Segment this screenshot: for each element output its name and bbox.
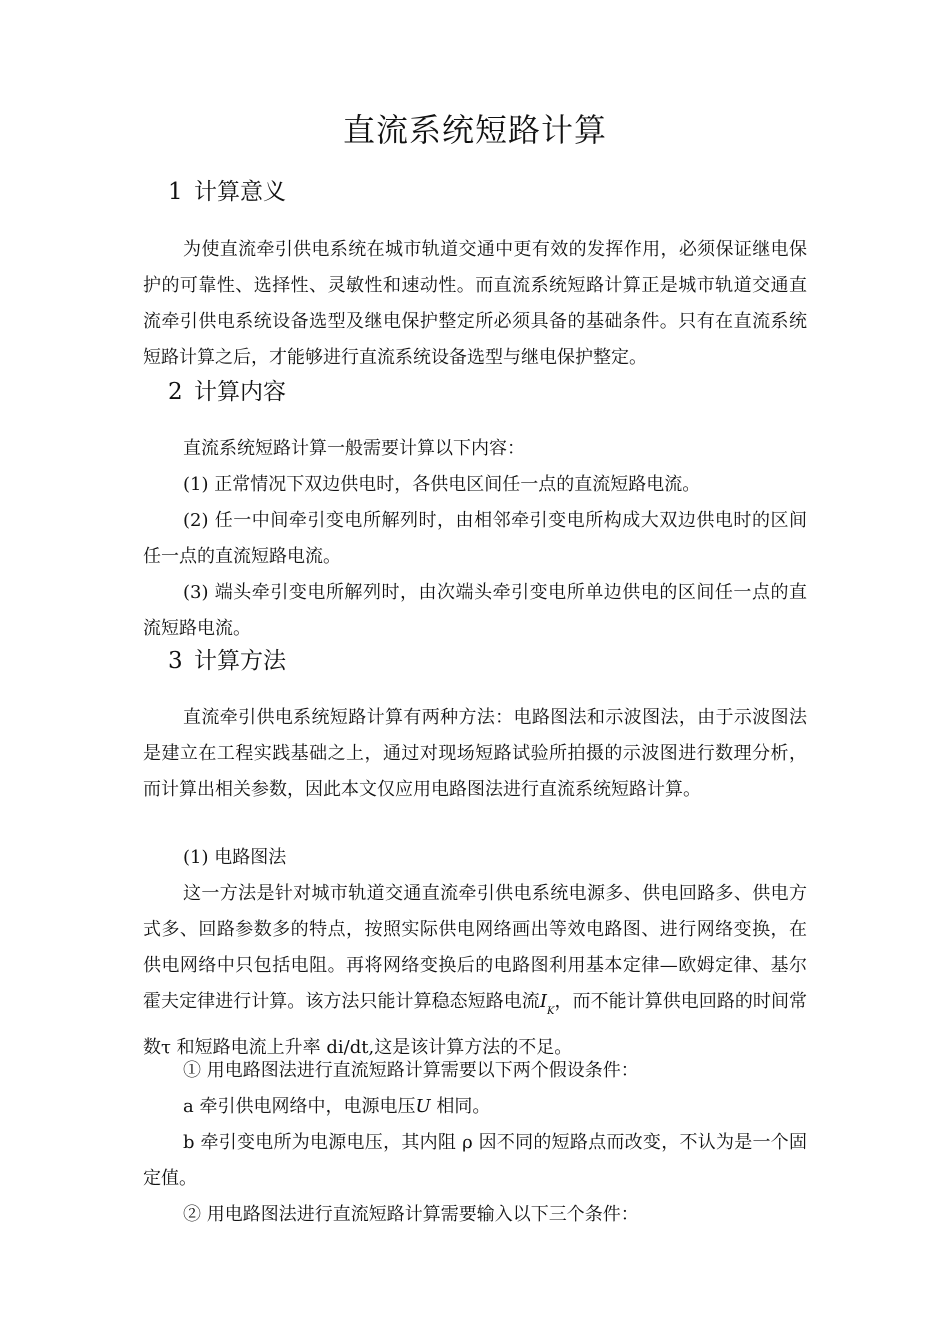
method-label: (1) 电路图法 <box>183 847 287 868</box>
section-1-number: 1 <box>168 179 183 205</box>
assumption-intro: ① 用电路图法进行直流短路计算需要以下两个假设条件： <box>183 1060 639 1081</box>
assumption-a-text: a 牵引供电网络中，电源电压 <box>183 1096 416 1117</box>
assumption-a-tail: 相同。 <box>430 1096 491 1117</box>
input-intro: ② 用电路图法进行直流短路计算需要输入以下三个条件： <box>183 1204 639 1225</box>
current-symbol: I <box>539 991 547 1012</box>
section-1-paragraph: 为使直流牵引供电系统在城市轨道交通中更有效的发挥作用，必须保证继电保护的可靠性、选择性、灵敏性和速动性。而直流系统短路计算正是城市轨道交通直流牵引供电系统设备选型及继电保护整定所必须具备的基础条件。只有在直流系统短路计算之后，才能够进行直流系统设备选型与继电保护整定。 <box>143 239 807 368</box>
document-title: 直流系统短路计算 <box>342 111 607 149</box>
voltage-symbol: U <box>415 1096 431 1117</box>
section-3-number: 3 <box>168 648 183 674</box>
section-2-item-2: (2) 任一中间牵引变电所解列时，由相邻牵引变电所构成大双边供电时的区间任一点的直流短路电流。 <box>143 510 807 567</box>
section-2-item-1: (1) 正常情况下双边供电时，各供电区间任一点的直流短路电流。 <box>183 474 701 495</box>
method-paragraph-part-2: ，而不能计算供电回路的时间常数τ 和短路电流上升率 di/dt,这是该计算方法的不足。 <box>143 991 808 1058</box>
section-3-heading <box>168 645 286 677</box>
method-paragraph <box>143 876 807 1066</box>
assumption-b: b 牵引变电所为电源电压，其内阻 ρ 因不同的短路点而改变，不认为是一个固定值。 <box>143 1132 807 1189</box>
assumption-a <box>183 1089 490 1125</box>
section-2-item-3: (3) 端头牵引变电所解列时，由次端头牵引变电所单边供电的区间任一点的直流短路电流。 <box>143 582 807 639</box>
section-3-title: 计算方法 <box>194 648 286 674</box>
section-2-heading <box>168 376 286 408</box>
section-1-title: 计算意义 <box>194 179 286 205</box>
section-1-heading <box>168 176 286 208</box>
method-paragraph-part-1: 这一方法是针对城市轨道交通直流牵引供电系统电源多、供电回路多、供电方式多、回路参数多的特点，按照实际供电网络画出等效电路图、进行网络变换，在供电网络中只包括电阻。再将网络变换后的电路图利用基本定律—欧姆定律、基尔霍夫定律进行计算。该方法只能计算稳态短路电流 <box>143 883 807 1012</box>
section-2-title: 计算内容 <box>194 379 286 405</box>
section-2-intro: 直流系统短路计算一般需要计算以下内容： <box>183 438 525 459</box>
section-2-number: 2 <box>168 379 183 405</box>
section-3-paragraph: 直流牵引供电系统短路计算有两种方法：电路图法和示波图法，由于示波图法是建立在工程实践基础之上，通过对现场短路试验所拍摄的示波图进行数理分析，而计算出相关参数，因此本文仅应用电路图法进行直流系统短路计算。 <box>143 707 807 800</box>
current-symbol-subscript: K <box>546 1006 555 1017</box>
